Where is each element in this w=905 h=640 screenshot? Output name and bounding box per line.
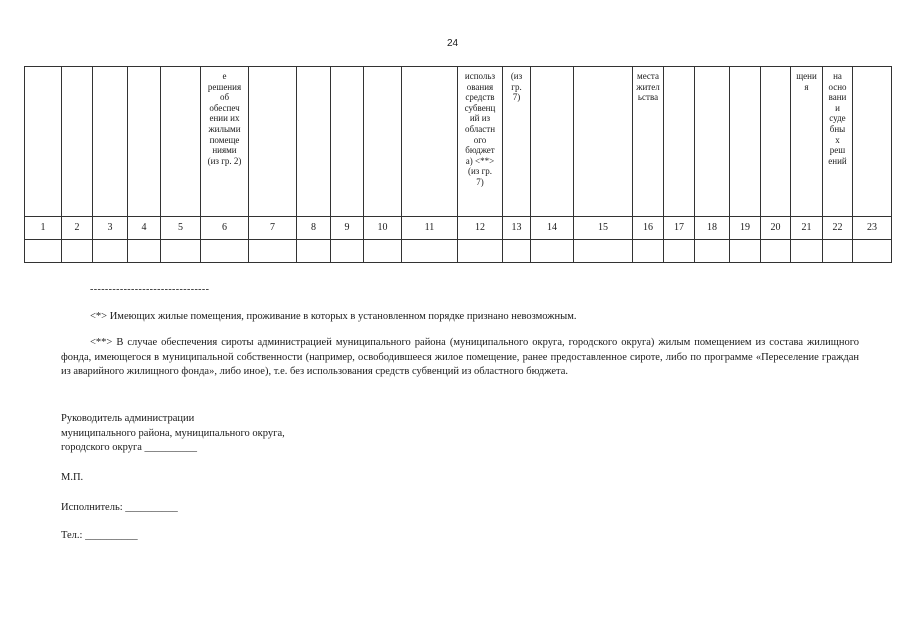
header-cell-line: жилыми (208, 123, 241, 134)
header-cell-4 (128, 67, 161, 217)
header-cell-line: (из (510, 71, 523, 81)
header-cell-line: ого (473, 134, 487, 145)
header-cell-line: помеще (209, 134, 240, 145)
header-cell-22 (823, 67, 853, 217)
column-number-cell: 15 (574, 217, 633, 240)
header-cell-line: осно (828, 81, 847, 92)
header-cell-11 (402, 67, 458, 217)
header-cell-line: места (637, 71, 659, 81)
signature-line-3: городского округа __________ (61, 442, 198, 453)
header-cell-line: ении их (209, 113, 240, 124)
column-number-cell: 17 (664, 217, 695, 240)
column-number-row (25, 217, 892, 240)
executor-field: Исполнитель: __________ (61, 502, 178, 513)
header-cell-line: субвенц (464, 102, 496, 113)
header-cell-line: ниями (212, 145, 237, 156)
header-cell-line: 7) (512, 92, 521, 103)
header-row (25, 67, 892, 217)
empty-cell (695, 240, 730, 263)
empty-cell (331, 240, 364, 263)
header-cell-17 (664, 67, 695, 217)
empty-cell (62, 240, 93, 263)
empty-cell (249, 240, 297, 263)
header-cell-21 (791, 67, 823, 217)
column-number-cell: 21 (791, 217, 823, 240)
column-number-cell: 2 (62, 217, 93, 240)
header-cell-line: гр. (511, 81, 522, 92)
column-number-cell: 19 (730, 217, 761, 240)
empty-cell (730, 240, 761, 263)
header-cell-line: вани (828, 92, 847, 103)
empty-cell (297, 240, 331, 263)
empty-cell (761, 240, 791, 263)
empty-cell (853, 240, 892, 263)
header-cell-line: х (835, 134, 840, 145)
header-cell-line: щени (796, 71, 817, 81)
column-number-cell: 20 (761, 217, 791, 240)
empty-cell (633, 240, 664, 263)
header-cell-line: и (835, 102, 840, 113)
header-cell-20 (761, 67, 791, 217)
header-cell-line: бны (829, 123, 846, 134)
header-cell-line: 7) (476, 176, 484, 187)
header-cell-line: ий из (469, 113, 491, 124)
header-cell-16 (633, 67, 664, 217)
header-cell-9 (331, 67, 364, 217)
signature-line-2: муниципального района, муниципального округа, (61, 427, 285, 439)
column-number-cell: 8 (297, 217, 331, 240)
header-cell-line: (из гр. (467, 166, 493, 177)
header-cell-7 (249, 67, 297, 217)
column-number-cell: 5 (161, 217, 201, 240)
header-cell-line: ования (466, 81, 494, 92)
header-cell-line: решения (207, 81, 242, 92)
header-cell-line: суде (829, 113, 846, 124)
header-cell-line: об (219, 92, 230, 103)
header-cell-line: а) <**> (465, 155, 495, 166)
header-cell-line: ьства (637, 92, 659, 103)
header-cell-line: я (804, 81, 809, 92)
empty-cell (201, 240, 249, 263)
empty-cell (791, 240, 823, 263)
footnote-1: <*> Имеющих жилые помещения, проживание в которых в установленном порядке признано невозможным. (90, 311, 577, 322)
empty-cell (531, 240, 574, 263)
header-cell-6 (201, 67, 249, 217)
column-number-cell: 18 (695, 217, 730, 240)
header-cell-line: средств (465, 92, 495, 103)
empty-cell (823, 240, 853, 263)
header-cell-1 (25, 67, 62, 217)
column-number-cell: 12 (458, 217, 503, 240)
header-cell-line: использ (464, 71, 496, 81)
header-cell-10 (364, 67, 402, 217)
data-table (24, 66, 892, 263)
header-cell-23 (853, 67, 892, 217)
header-cell-line: на (833, 71, 842, 81)
empty-cell (25, 240, 62, 263)
footnote-2: <**> В случае обеспечения сироты администрацией муниципального района (муниципального округа, городского округа) жилым помещением из состава жилищного фонда, имеющегося в муниципальной собственности (например, освободившееся жилое помещение, ранее предоставленное сироте, либо по программе «Переселение граждан из аварийного жилищного фонда», либо иное), т.е. без использования средств субвенций из областного бюджета. (61, 337, 859, 377)
phone-field: Тел.: __________ (61, 530, 138, 541)
column-number-cell: 13 (503, 217, 531, 240)
stamp-label: М.П. (61, 472, 84, 483)
footnote-separator: -------------------------------- (90, 284, 210, 295)
empty-cell (574, 240, 633, 263)
signature-line-1: Руководитель администрации (61, 413, 195, 424)
column-number-cell: 1 (25, 217, 62, 240)
header-cell-18 (695, 67, 730, 217)
column-number-cell: 11 (402, 217, 458, 240)
header-cell-line: обеспеч (209, 102, 240, 113)
header-cell-13 (503, 67, 531, 217)
header-cell-5 (161, 67, 201, 217)
header-cell-14 (531, 67, 574, 217)
empty-cell (128, 240, 161, 263)
header-cell-line: реш (829, 145, 846, 156)
column-number-cell: 6 (201, 217, 249, 240)
header-cell-line: е (222, 71, 227, 81)
column-number-cell: 23 (853, 217, 892, 240)
header-cell-8 (297, 67, 331, 217)
column-number-cell: 14 (531, 217, 574, 240)
header-cell-15 (574, 67, 633, 217)
header-cell-line: (из гр. 2) (207, 155, 242, 166)
empty-cell (503, 240, 531, 263)
signature-block (61, 412, 285, 456)
empty-data-row (25, 240, 892, 263)
header-cell-line: ений (828, 155, 847, 166)
page-number: 24 (446, 38, 459, 49)
header-cell-19 (730, 67, 761, 217)
header-cell-2 (62, 67, 93, 217)
header-cell-3 (93, 67, 128, 217)
empty-cell (402, 240, 458, 263)
header-cell-line: жител (636, 81, 660, 92)
column-number-cell: 9 (331, 217, 364, 240)
empty-cell (93, 240, 128, 263)
header-cell-line: областн (464, 123, 496, 134)
column-number-cell: 3 (93, 217, 128, 240)
column-number-cell: 10 (364, 217, 402, 240)
empty-cell (161, 240, 201, 263)
header-cell-12 (458, 67, 503, 217)
column-number-cell: 4 (128, 217, 161, 240)
empty-cell (664, 240, 695, 263)
column-number-cell: 22 (823, 217, 853, 240)
empty-cell (458, 240, 503, 263)
column-number-cell: 7 (249, 217, 297, 240)
column-number-cell: 16 (633, 217, 664, 240)
empty-cell (364, 240, 402, 263)
header-cell-line: бюджет (465, 145, 495, 156)
